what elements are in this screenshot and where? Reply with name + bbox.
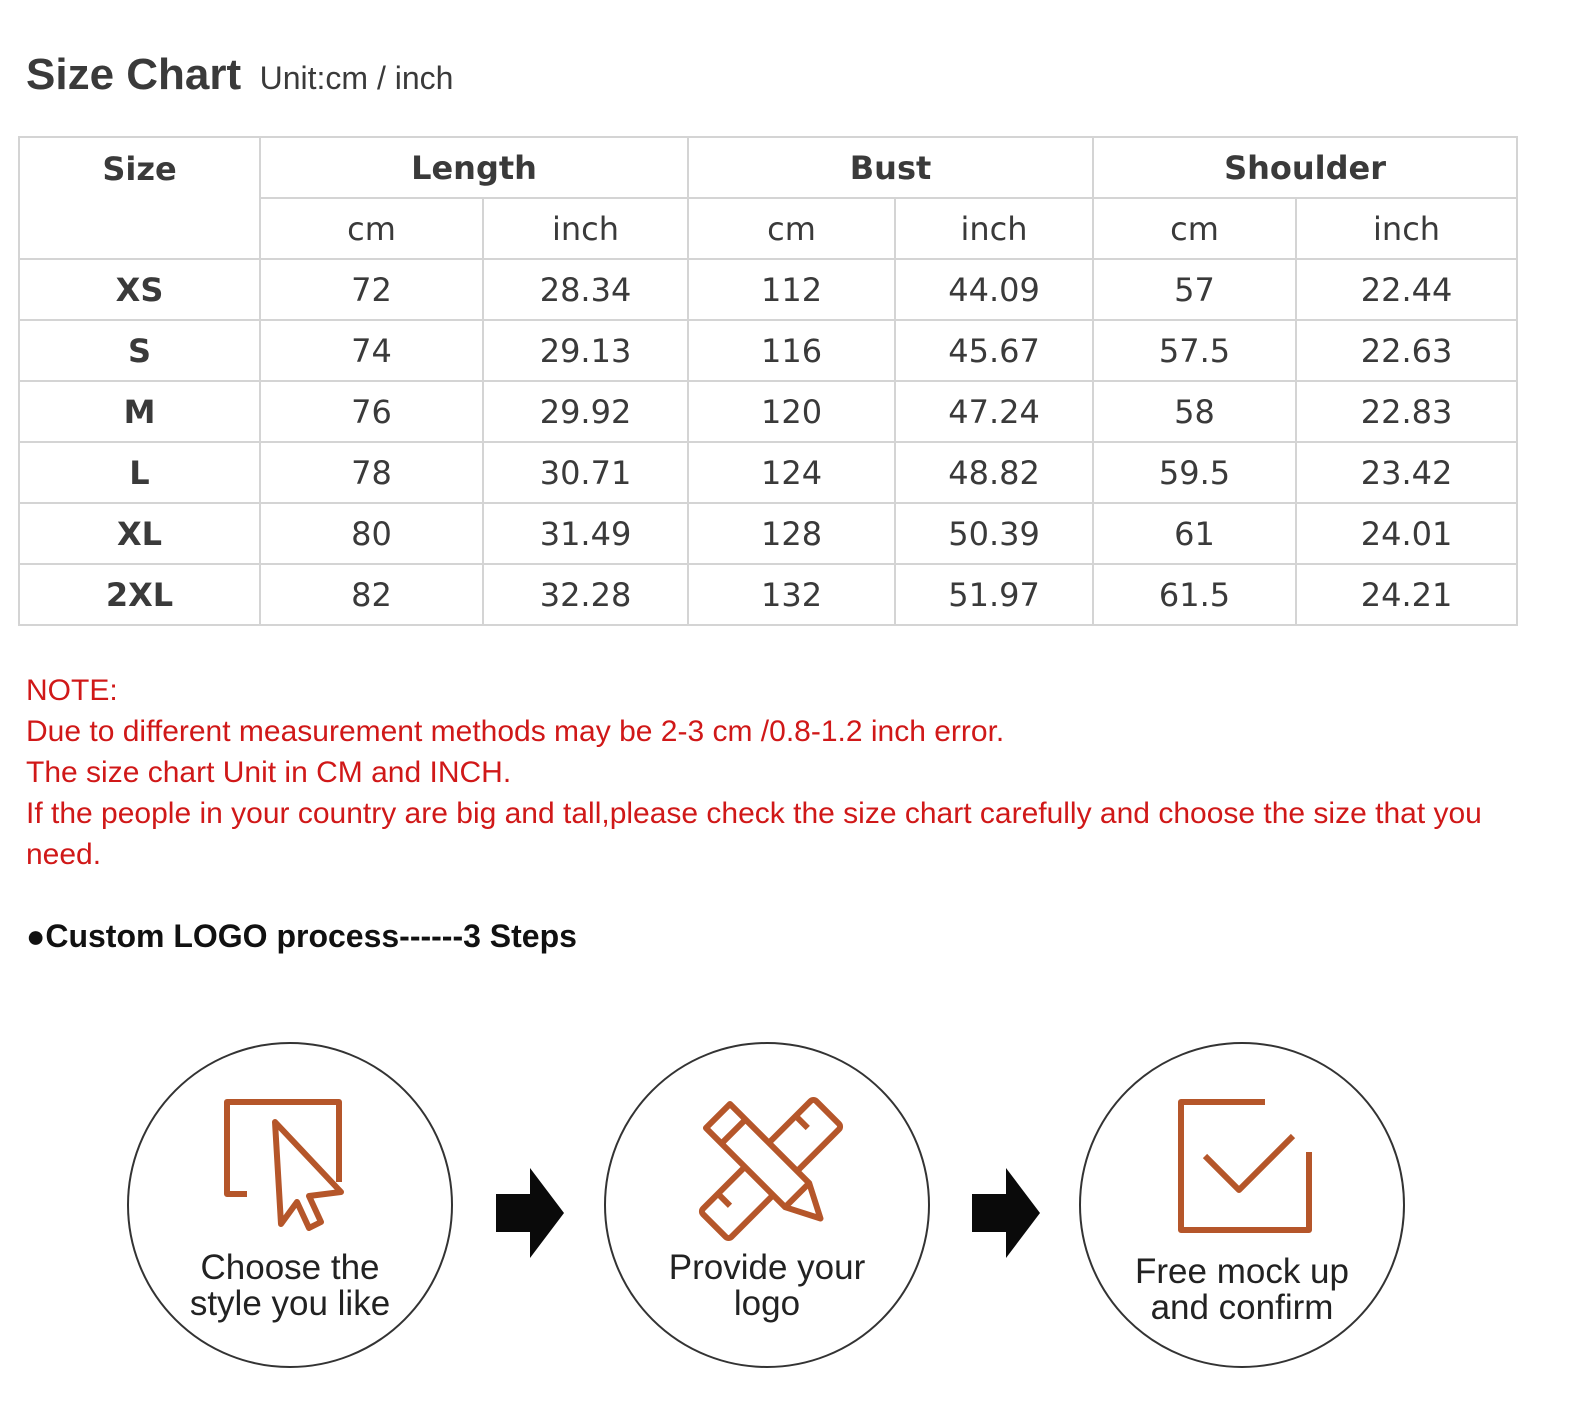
- step-label-line: Provide your: [668, 1248, 866, 1287]
- value-cell: 50.39: [895, 503, 1093, 564]
- value-cell: 82: [260, 564, 483, 625]
- value-cell: 57: [1093, 259, 1296, 320]
- value-cell: 116: [688, 320, 895, 381]
- value-cell: 24.01: [1296, 503, 1517, 564]
- size-cell: L: [19, 442, 260, 503]
- page-title: Size Chart: [26, 50, 242, 99]
- logo-process-steps: [0, 1040, 1569, 1380]
- value-cell: 132: [688, 564, 895, 625]
- value-cell: 61.5: [1093, 564, 1296, 625]
- value-cell: 120: [688, 381, 895, 442]
- step-label-line: Choose the: [200, 1248, 380, 1287]
- value-cell: 72: [260, 259, 483, 320]
- size-chart-table: [18, 136, 1518, 626]
- value-cell: 29.92: [483, 381, 688, 442]
- value-cell: 23.42: [1296, 442, 1517, 503]
- value-cell: 47.24: [895, 381, 1093, 442]
- unit-label: Unit:cm / inch: [259, 60, 454, 96]
- value-cell: 57.5: [1093, 320, 1296, 381]
- shoulder-header: Shoulder: [1093, 137, 1517, 198]
- value-cell: 22.63: [1296, 320, 1517, 381]
- note-heading: NOTE:: [26, 674, 118, 707]
- size-header: Size: [19, 137, 260, 259]
- step-label-line: and confirm: [1150, 1288, 1334, 1327]
- value-cell: 112: [688, 259, 895, 320]
- value-cell: 45.67: [895, 320, 1093, 381]
- logo-process-heading: ●Custom LOGO process------3 Steps: [26, 918, 577, 954]
- value-cell: 24.21: [1296, 564, 1517, 625]
- value-cell: 58: [1093, 381, 1296, 442]
- pencil-ruler-icon: [696, 1094, 846, 1244]
- value-cell: 78: [260, 442, 483, 503]
- arrow-right-icon: [496, 1168, 566, 1258]
- step-label-line: style you like: [189, 1284, 391, 1323]
- value-cell: 28.34: [483, 259, 688, 320]
- unit-cell: inch: [1296, 198, 1517, 259]
- value-cell: 61: [1093, 503, 1296, 564]
- table-row: [19, 320, 1517, 381]
- value-cell: 32.28: [483, 564, 688, 625]
- value-cell: 51.97: [895, 564, 1093, 625]
- note-block: [26, 670, 1526, 875]
- value-cell: 31.49: [483, 503, 688, 564]
- step-label: [606, 1250, 928, 1322]
- note-line: Due to different measurement methods may be 2-3 cm /0.8-1.2 inch error.: [26, 715, 1005, 748]
- step-label-line: Free mock up: [1135, 1252, 1349, 1291]
- value-cell: 59.5: [1093, 442, 1296, 503]
- unit-cell: cm: [688, 198, 895, 259]
- size-cell: M: [19, 381, 260, 442]
- table-row: [19, 503, 1517, 564]
- step-label-line: logo: [733, 1284, 801, 1323]
- step-choose-style: [127, 1042, 453, 1368]
- value-cell: 22.44: [1296, 259, 1517, 320]
- checkbox-icon: [1173, 1094, 1323, 1244]
- step-provide-logo: [604, 1042, 930, 1368]
- step-mockup-confirm: [1079, 1042, 1405, 1368]
- value-cell: 22.83: [1296, 381, 1517, 442]
- value-cell: 128: [688, 503, 895, 564]
- bust-header: Bust: [688, 137, 1093, 198]
- unit-cell: inch: [895, 198, 1093, 259]
- value-cell: 124: [688, 442, 895, 503]
- value-cell: 30.71: [483, 442, 688, 503]
- value-cell: 74: [260, 320, 483, 381]
- value-cell: 48.82: [895, 442, 1093, 503]
- page-title-row: [26, 50, 453, 100]
- value-cell: 80: [260, 503, 483, 564]
- table-row: [19, 442, 1517, 503]
- table-row: [19, 259, 1517, 320]
- size-cell: 2XL: [19, 564, 260, 625]
- arrow-right-icon: [972, 1168, 1042, 1258]
- value-cell: 76: [260, 381, 483, 442]
- unit-cell: cm: [260, 198, 483, 259]
- cursor-click-icon: [219, 1094, 369, 1244]
- step-label: [129, 1250, 451, 1322]
- length-header: Length: [260, 137, 688, 198]
- header-row: [19, 137, 1517, 198]
- size-cell: XS: [19, 259, 260, 320]
- note-line: If the people in your country are big and tall,please check the size chart carefully and choose the size that you need.: [26, 797, 1482, 871]
- table-row: [19, 381, 1517, 442]
- size-cell: XL: [19, 503, 260, 564]
- note-line: The size chart Unit in CM and INCH.: [26, 756, 512, 789]
- step-label: [1081, 1254, 1403, 1326]
- table-row: [19, 564, 1517, 625]
- unit-cell: inch: [483, 198, 688, 259]
- unit-cell: cm: [1093, 198, 1296, 259]
- value-cell: 29.13: [483, 320, 688, 381]
- value-cell: 44.09: [895, 259, 1093, 320]
- size-cell: S: [19, 320, 260, 381]
